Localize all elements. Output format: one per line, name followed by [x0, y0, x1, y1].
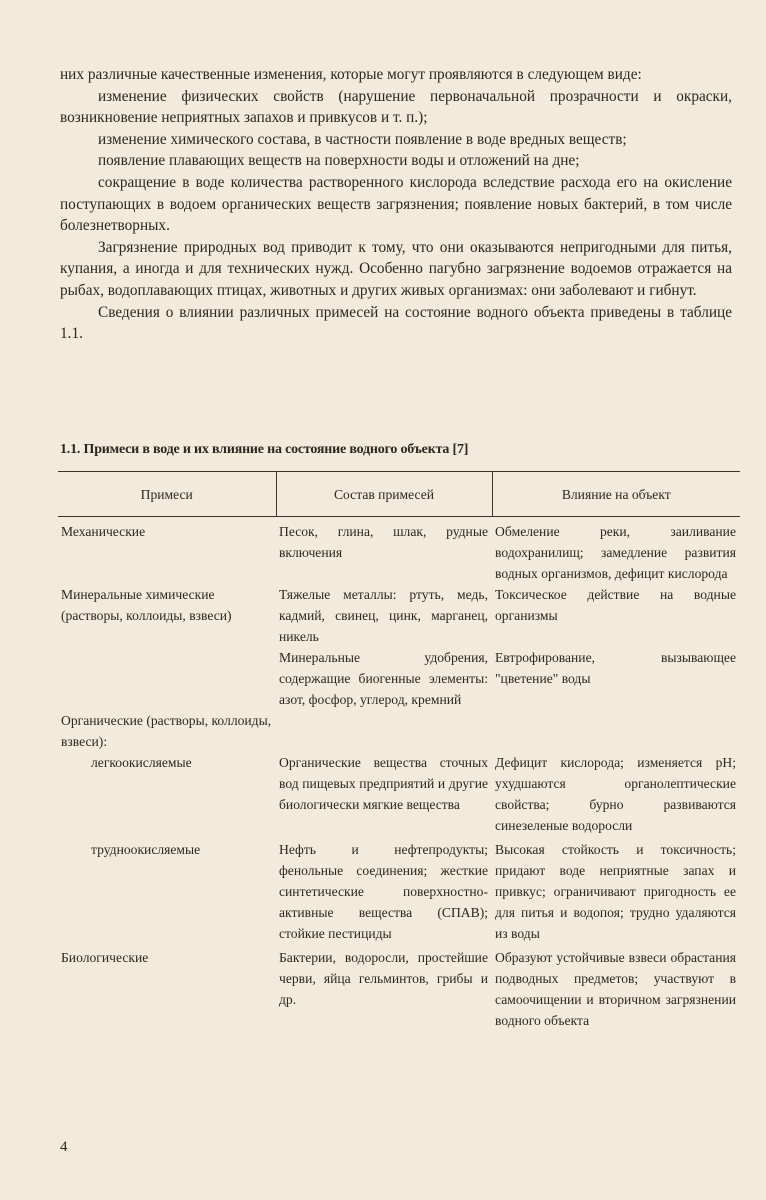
- table-cell: Высокая стойкость и токсичность; придают воде неприятные запах и привкус; ограничивают пригодность ее для питья и водопоя; трудно удаляются из воды: [495, 842, 736, 941]
- table-row: [58, 584, 740, 647]
- table-cell: Тяжелые металлы: ртуть, медь, кадмий, свинец, цинк, марганец, никель: [279, 587, 488, 644]
- table-cell: Минеральные удобрения, содержащие биогенные элементы: азот, фосфор, углерод, кремний: [279, 650, 488, 707]
- table-cell: Механические: [61, 524, 146, 539]
- table-caption: 1.1. Примеси в воде и их влияние на состояние водного объекта [7]: [60, 442, 469, 457]
- table-cell: Нефть и нефтепродукты; фенольные соединения; жесткие синтетические поверхностно-активные вещества (СПАВ); стойкие пестициды: [279, 842, 488, 941]
- table-cell: Песок, глина, шлак, рудные включения: [279, 524, 488, 560]
- table-row: [58, 836, 740, 944]
- table-cell: [58, 647, 276, 710]
- impurities-table: [58, 471, 740, 1031]
- paragraph: сокращение в воде количества растворенного кислорода вследствие расхода его на окисление поступающих в водоем органических веществ загрязнения; появление новых бактерий, в том числе болезнетворных.: [60, 173, 732, 235]
- table-cell: Евтрофирование, вызывающее "цветение" воды: [495, 650, 736, 686]
- table-cell: Органические вещества сточных вод пищевых предприятий и другие биологически мягкие вещества: [279, 755, 488, 812]
- column-header: Состав примесей: [276, 472, 492, 517]
- table-row: [58, 517, 740, 585]
- table-cell: Дефицит кислорода; изменяется pH; ухудшаются органолептические свойства; бурно развиваются синезеленые водоросли: [495, 755, 736, 833]
- table-row: [58, 944, 740, 1031]
- table-cell: Образуют устойчивые взвеси обрастания подводных предметов; участвуют в самоочищении и вторичном загрязнении водного объекта: [495, 950, 736, 1028]
- table-cell: Токсическое действие на водные организмы: [495, 587, 736, 623]
- paragraph: Загрязнение природных вод приводит к тому, что они оказываются непригодными для питья, купания, а иногда и для технических нужд. Особенно пагубно загрязнение водоемов отражается на рыбах, водоплавающих птицах, животных и других живых организмах: они заболевают и гибнут.: [60, 238, 732, 299]
- page-number: 4: [60, 1139, 68, 1155]
- table-cell: легкоокисляемые: [91, 755, 192, 770]
- paragraph: изменение химического состава, в частности появление в воде вредных веществ;: [98, 130, 627, 148]
- table-cell: [276, 710, 492, 752]
- body-text: [60, 64, 732, 345]
- paragraph: изменение физических свойств (нарушение первоначальной прозрачности и окраски, возникновение неприятных запахов и привкусов и т. п.);: [60, 87, 732, 127]
- column-header: Влияние на объект: [492, 472, 740, 517]
- paragraph: них различные качественные изменения, которые могут проявляются в следующем виде:: [60, 66, 642, 83]
- table-header-row: [58, 472, 740, 517]
- table-cell: Бактерии, водоросли, простейшие черви, яйца гельминтов, грибы и др.: [279, 950, 488, 1007]
- table-cell: Биологические: [61, 950, 149, 965]
- table-row: [58, 647, 740, 710]
- column-header: Примеси: [58, 472, 276, 517]
- paragraph: Сведения о влиянии различных примесей на состояние водного объекта приведены в таблице 1.1.: [60, 303, 732, 343]
- paragraph: появление плавающих веществ на поверхности воды и отложений на дне;: [98, 152, 580, 170]
- table-cell: Минеральные химические (растворы, коллоиды, взвеси): [61, 587, 232, 623]
- table-cell: трудноокисляемые: [91, 842, 201, 857]
- table-row: [58, 752, 740, 836]
- table-row: [58, 710, 740, 752]
- table-cell: Обмеление реки, заиливание водохранилищ; замедление развития водных организмов, дефицит кислорода: [495, 524, 736, 581]
- table-cell: Органические (растворы, коллоиды, взвеси):: [61, 713, 272, 749]
- table-cell: [492, 710, 740, 752]
